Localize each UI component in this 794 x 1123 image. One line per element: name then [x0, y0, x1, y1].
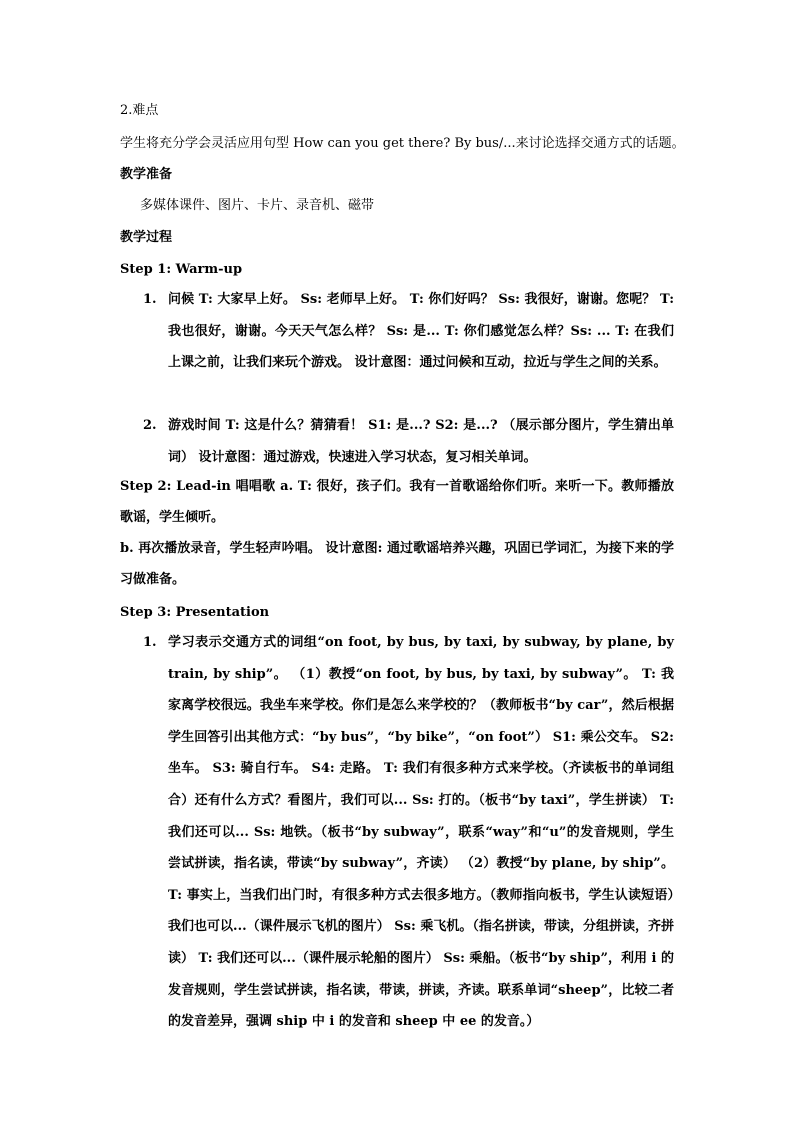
step3-title: Step 3: Presentation	[120, 605, 270, 620]
step1-item-text: 游戏时间 T: 这是什么？猜猜看！ S1: 是...? S2: 是...? （展示部分图片，学生猜出单词） 设计意图：通过游戏，快速进入学习状态，复习相关单词。	[168, 418, 674, 465]
preparation-heading: 教学准备	[120, 167, 173, 182]
step1-item	[168, 284, 674, 379]
preparation-text: 多媒体课件、图片、卡片、录音机、磁带	[140, 198, 375, 213]
step3-item	[168, 627, 674, 1038]
difficulty-heading: 2.难点	[120, 103, 159, 118]
process-heading: 教学过程	[120, 230, 173, 245]
step3-item-number: 1.	[143, 635, 157, 650]
difficulty-text: 学生将充分学会灵活应用句型 How can you get there? By bus/...来讨论选择交通方式的话题。	[120, 136, 685, 151]
step1-item-number: 1.	[143, 292, 157, 307]
step1-item-text: 问候 T: 大家早上好。 Ss: 老师早上好。 T: 你们好吗？ Ss: 我很好，谢谢。您呢？ T: 我也很好，谢谢。今天天气怎么样？ Ss: 是... T: 你们感觉怎么样？Ss: ... T: 在我们上课之前，让我们来玩个游戏。 设计意图：通过问候和互动，拉近与学生之间的关系。	[168, 292, 674, 371]
step1-item	[168, 410, 674, 473]
step2-block	[120, 471, 674, 595]
step3-item-text: 学习表示交通方式的词组“on foot, by bus, by taxi, by subway, by plane, by train, by ship”。 （1）教授“on foot, by bus, by taxi, by subway”。 T: 我家离学校很远。我坐车来学校。你们是怎么来学校的？（教师板书“by car”，然后根据学生回答引出其他方式：“by bus”，“by bike”，“on foot”） S1: 乘公交车。 S2: 坐车。 S3: 骑自行车。 S4: 走路。 T: 我们有很多种方式来学校。（齐读板书的单词组合）还有什么方式？看图片，我们可以... Ss: 打的。（板书“by taxi”，学生拼读） T: 我们还可以... Ss: 地铁。（板书“by subway”，联系“way”和“u”的发音规则，学生尝试拼读，指名读，带读“by subway”，齐读） （2）教授“by plane, by ship”。 T: 事实上，当我们出门时，有很多种方式去很多地方。（教师指向板书，学生认读短语）我们也可以...（课件展示飞机的图片） Ss: 乘飞机。（指名拼读，带读，分组拼读，齐拼读） T: 我们还可以...（课件展示轮船的图片） Ss: 乘船。（板书“by ship”，利用 i 的发音规则，学生尝试拼读，指名读，带读，拼读，齐读。联系单词“sheep”，比较二者的发音差异，强调 ship 中 i 的发音和 sheep 中 ee 的发音。）	[168, 635, 674, 1030]
step2-title: Step 2: Lead-in	[120, 479, 231, 494]
step2-text-a: 唱唱歌 a. T: 很好，孩子们。我有一首歌谣给你们听。来听一下。教师播放歌谣，学生倾听。	[120, 479, 674, 525]
step1-item-number: 2.	[143, 418, 157, 433]
step2-text-b: b. 再次播放录音，学生轻声吟唱。 设计意图: 通过歌谣培养兴趣，巩固已学词汇，为接下来的学习做准备。	[120, 541, 674, 587]
step1-title: Step 1: Warm-up	[120, 262, 243, 277]
